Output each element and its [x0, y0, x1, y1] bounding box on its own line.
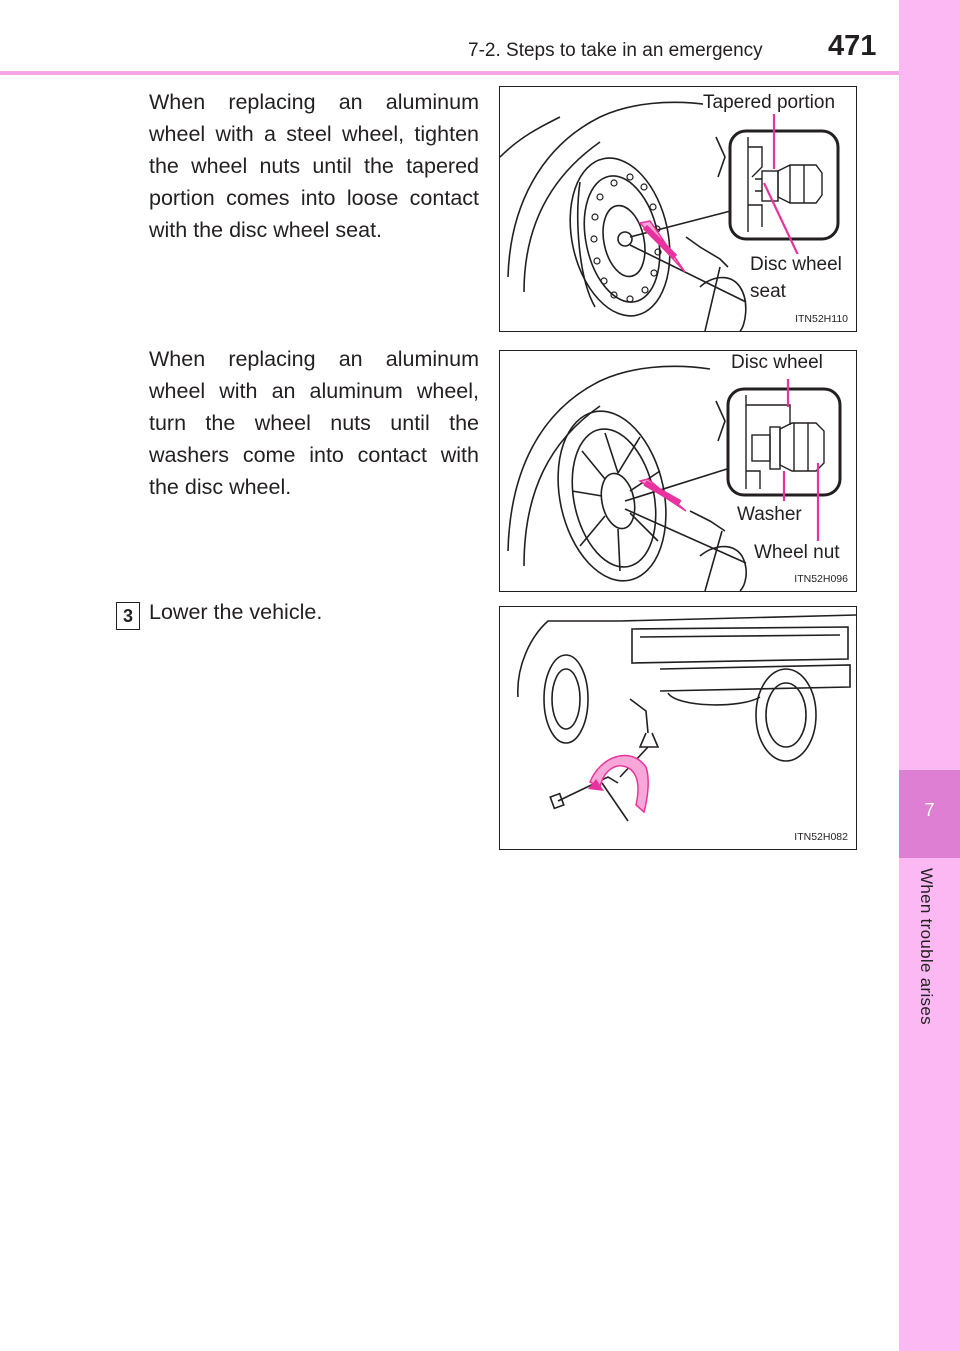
figure-code: ITN52H096 — [794, 573, 848, 585]
paragraph-aluminum-wheel: When replacing an aluminum wheel with an aluminum wheel, turn the wheel nuts until the washers come into contact with the disc wheel. — [149, 347, 479, 499]
figure-aluminum-wheel — [499, 350, 857, 592]
label-washer: Washer — [737, 504, 802, 525]
label-disc-wheel: Disc wheel — [750, 254, 842, 275]
chapter-side-tab — [899, 0, 960, 1351]
label-seat: seat — [750, 281, 786, 302]
page-number: 471 — [828, 30, 877, 62]
step-text: Lower the vehicle. — [149, 600, 323, 624]
lower-vehicle-illustration — [500, 607, 856, 849]
paragraph-steel-wheel: When replacing an aluminum wheel with a steel wheel, tighten the wheel nuts until the tapered portion comes into loose contact with the disc wheel seat. — [149, 90, 479, 242]
chapter-number: 7 — [924, 800, 935, 820]
chapter-number-box — [899, 770, 960, 858]
label-wheel-nut: Wheel nut — [754, 542, 840, 563]
figure-steel-wheel — [499, 86, 857, 332]
chapter-title: When trouble arises — [917, 868, 936, 1025]
label-disc-wheel: Disc wheel — [731, 352, 823, 373]
figure-code: ITN52H110 — [795, 313, 848, 325]
steel-wheel-illustration — [500, 87, 856, 331]
step-number-badge: 3 — [116, 602, 140, 630]
figure-code: ITN52H082 — [794, 831, 848, 843]
figure-lower-vehicle — [499, 606, 857, 850]
section-title: 7-2. Steps to take in an emergency — [468, 40, 763, 61]
label-tapered-portion: Tapered portion — [703, 92, 836, 113]
header-rule — [0, 71, 899, 75]
